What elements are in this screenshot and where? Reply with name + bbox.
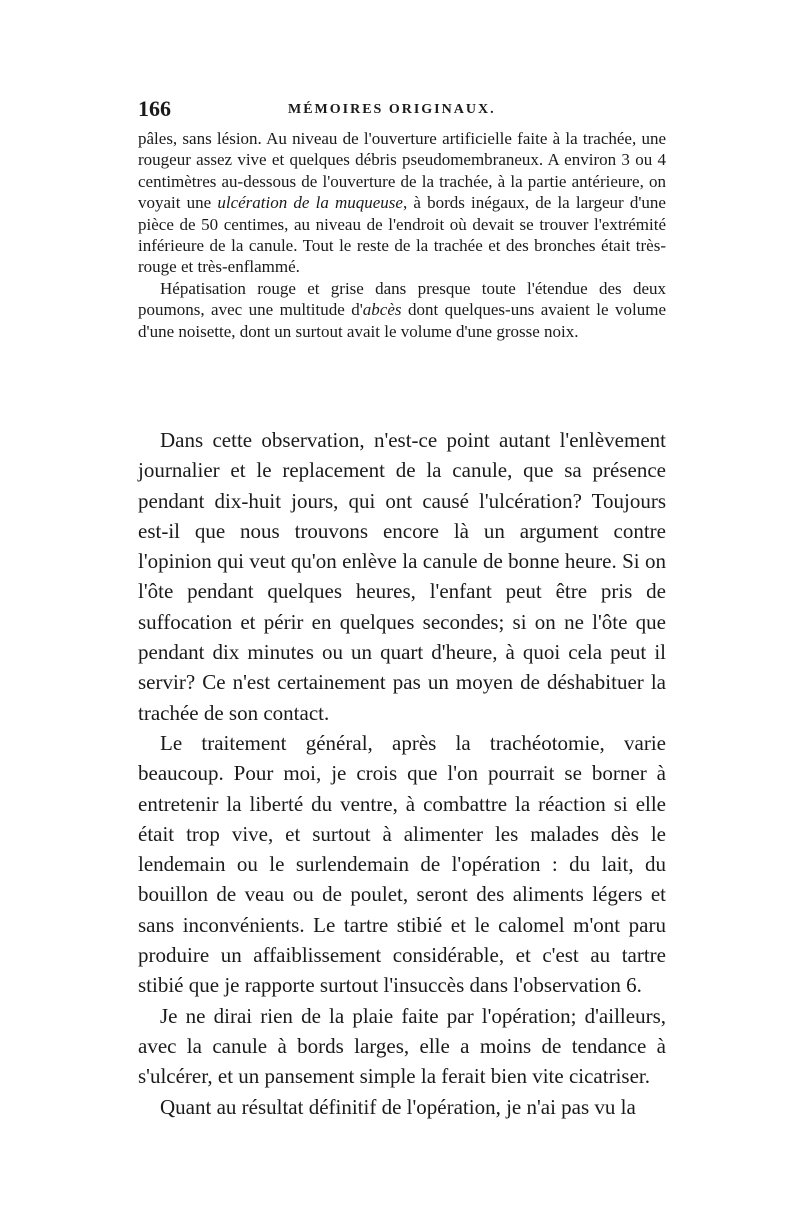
italic-term: ulcération de la muqueuse xyxy=(217,193,403,213)
paragraph-observation: Dans cette observation, n'est-ce point autant l'enlèvement journalier et le replacement de la canule, que sa présence pendant dix-huit jours, qui ont causé l'ulcération? Toujours est-il que nous trouvons encore là un argument contre l'opinion qui veut qu'on enlève la canule de bonne heure. Si on l'ôte pendant quelques heures, l'enfant peut être pris de suffocation et périr en quelques secondes; si on ne l'ôte que pendant dix minutes ou un quart d'heure, à quoi cela peut il servir? Ce n'est certainement pas un moyen de déshabituer la trachée de son contact. xyxy=(138,428,666,725)
small-print-section xyxy=(138,128,666,342)
running-title: MÉMOIRES ORIGINAUX. xyxy=(288,102,496,117)
text-run: Hépatisation rouge et grise dans presque toute l'étendue des deux poumons, avec une multitude d' xyxy=(138,278,666,320)
paragraph-wound: Je ne dirai rien de la plaie faite par l'opération; d'ailleurs, avec la canule à bords larges, elle a moins de tendance à s'ulcérer, et un pansement simple la ferait bien vite cicatriser. xyxy=(138,1003,666,1089)
page-header xyxy=(138,96,668,128)
main-text-section xyxy=(138,425,666,1122)
paragraph-result: Quant au résultat définitif de l'opération, je n'ai pas vu la xyxy=(160,1094,636,1119)
text-run: dont quelques-uns avaient le volume d'une noisette, dont un surtout avait le volume d'une grosse noix. xyxy=(138,300,666,341)
text-run: , à bords inégaux, de la largeur d'une pièce de 50 centimes, au niveau de l'endroit où devait se trouver l'extrémité inférieure de la canule. Tout le reste de la trachée et des bronches était très-rouge et très-enflammé. xyxy=(138,193,666,277)
text-run: pâles, sans lésion. Au niveau de l'ouverture artificielle faite à la trachée, une rougeur assez vive et quelques débris pseudomembraneux. A environ 3 ou 4 centimètres au-dessous de l'ouverture de la trachée, à la partie antérieure, on voyait une xyxy=(138,129,666,213)
paragraph-treatment: Le traitement général, après la trachéotomie, varie beaucoup. Pour moi, je crois que l'on pourrait se borner à entretenir la liberté du ventre, à combattre la réaction si elle était trop vive, et surtout à alimenter les malades dès le lendemain ou le surlendemain de l'opération : du lait, du bouillon de veau ou de poulet, seront des aliments légers et sans inconvénients. Le tartre stibié et le calomel m'ont paru produire un affaiblissement considérable, et c'est au tartre stibié que je rapporte surtout l'insuccès dans l'observation 6. xyxy=(138,730,666,998)
paragraph-autopsy-trachea xyxy=(138,128,666,278)
paragraph-autopsy-lungs xyxy=(138,278,666,342)
italic-term: abcès xyxy=(362,300,402,320)
page-number: 166 xyxy=(138,96,171,121)
